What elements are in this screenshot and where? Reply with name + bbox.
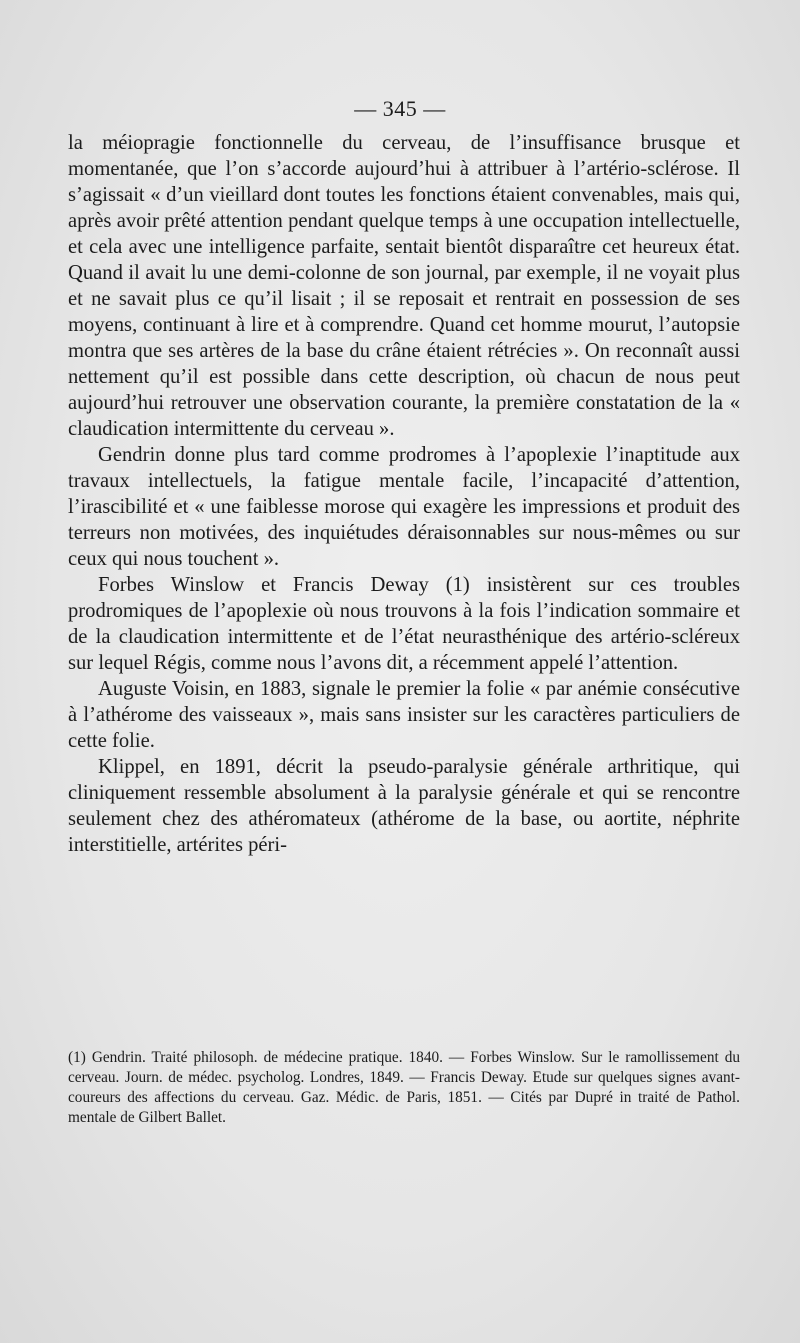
paragraph: Gendrin donne plus tard comme prodromes à l’apoplexie l’inaptitude aux travaux intellectuels, la fatigue mentale facile, l’incapacité d’attention, l’irascibilité et « une faiblesse morose qui exagère les impressions et produit des terreurs non motivées, des inquiétudes déraisonnables sur nous-mêmes ou sur ceux qui nous touchent ».	[68, 444, 740, 570]
footnote-text: (1) Gendrin. Traité philosoph. de médecine pratique. 1840. — Forbes Winslow. Sur le ramollissement du cerveau. Journ. de médec. psycholog. Londres, 1849. — Francis Deway. Etude sur quelques signes avant-coureurs des affections du cerveau. Gaz. Médic. de Paris, 1851. — Cités par Dupré in traité de Pathol. mentale de Gilbert Ballet.	[68, 1049, 740, 1126]
paragraph: Klippel, en 1891, décrit la pseudo-paralysie générale arthritique, qui cliniquement ressemble absolument à la paralysie générale et qui se rencontre seulement chez des athéromateux (athérome de la base, ou aortite, néphrite interstitielle, artérites péri-	[68, 756, 740, 856]
footnote	[68, 1048, 740, 1128]
paragraph: la méiopragie fonctionnelle du cerveau, de l’insuffisance brusque et momentanée, que l’on s’accorde aujourd’hui à attribuer à l’artério-sclérose. Il s’agissait « d’un vieillard dont toutes les fonctions étaient convenables, mais qui, après avoir prêté attention pendant quelque temps à une occupation intellectuelle, et cela avec une intelligence parfaite, sentait bientôt disparaître cet heureux état. Quand il avait lu une demi-colonne de son journal, par exemple, il ne voyait plus et ne savait plus ce qu’il lisait ; il se reposait et rentrait en possession de ses moyens, continuant à lire et à comprendre. Quand cet homme mourut, l’autopsie montra que ses artères de la base du crâne étaient rétrécies ». On reconnaît aussi nettement qu’il est possible dans cette description, où chacun de nous peut aujourd’hui retrouver une observation courante, la première constatation de la « claudication intermittente du cerveau ».	[68, 132, 740, 440]
page-number: — 345 —	[354, 96, 446, 121]
body-text	[68, 130, 740, 858]
paragraph: Forbes Winslow et Francis Deway (1) insistèrent sur ces troubles prodromiques de l’apoplexie où nous trouvons à la fois l’indication sommaire et de la claudication intermittente et de l’état neurasthénique des artério-scléreux sur lequel Régis, comme nous l’avons dit, a récemment appelé l’attention.	[68, 574, 740, 674]
paragraph: Auguste Voisin, en 1883, signale le premier la folie « par anémie consécutive à l’athérome des vaisseaux », mais sans insister sur les caractères particuliers de cette folie.	[68, 678, 740, 752]
